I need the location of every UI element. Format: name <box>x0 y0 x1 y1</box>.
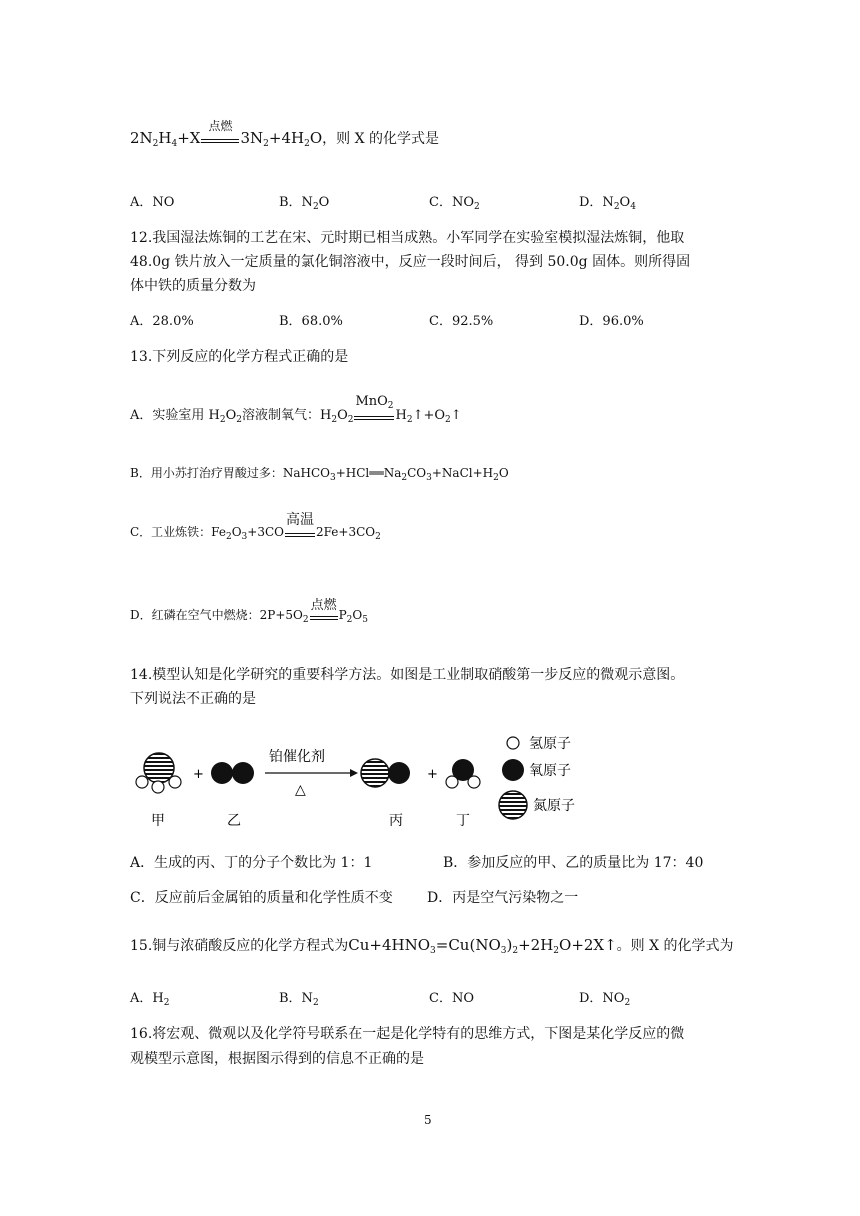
heat-symbol: △ <box>295 782 306 798</box>
q12-line1: 12.我国湿法炼铜的工艺在宋、元时期已相当成熟。小军同学在实验室模拟湿法炼铜，他取 <box>130 230 685 246</box>
q11-option-c[interactable]: C．$NO_2$ <box>429 195 480 212</box>
molecule-jia <box>136 753 181 793</box>
q13-option-a[interactable]: A．实验室用 $H_2O_2$溶液制氧气：$H_2O_2$ MnO$_2$ $H_2↑+O_2↑$ <box>130 393 462 425</box>
condition-arrow: 点燃 <box>201 132 239 146</box>
page-number: 5 <box>424 1113 432 1127</box>
q11-option-d[interactable]: D．$N_2O_4$ <box>579 195 636 212</box>
svg-text:+: + <box>193 767 204 782</box>
q13-option-d[interactable]: D．红磷在空气中燃烧：$2P+5O_2$ 点燃 $P_2O_5$ <box>130 597 368 625</box>
legend-nitrogen: 氮原子 <box>533 798 575 814</box>
legend-hydrogen: 氢原子 <box>529 736 571 752</box>
q15-option-b[interactable]: B．$N_2$ <box>279 991 319 1008</box>
label-bing: 丙 <box>389 813 403 829</box>
molecule-bing <box>361 759 410 787</box>
q11-equation: $2N_2H_4+X$ 点燃 $3N_2+4H_2O$，则 X 的化学式是 <box>130 119 440 149</box>
q12-line3: 体中铁的质量分数为 <box>130 278 256 294</box>
catalyst-label: 铂催化剂 <box>269 749 325 765</box>
q14-line1: 14.模型认知是化学研究的重要科学方法。如图是工业制取硝酸第一步反应的微观示意图。 <box>130 667 685 683</box>
q12-option-c[interactable]: C．92.5% <box>429 314 494 329</box>
q15-option-c[interactable]: C．NO <box>429 991 474 1006</box>
q16-line2: 观模型示意图，根据图示得到的信息不正确的是 <box>130 1051 424 1067</box>
molecule-ding <box>446 759 480 788</box>
q14-option-d[interactable]: D．丙是空气污染物之一 <box>427 890 579 906</box>
svg-text:+: + <box>427 767 438 782</box>
q15-option-a[interactable]: A．$H_2$ <box>130 991 170 1008</box>
q12-line2: 48.0g 铁片放入一定质量的氯化铜溶液中，反应一段时间后， 得到 50.0g 固体。则所得固 <box>130 254 691 270</box>
q14-option-a[interactable]: A．生成的丙、丁的分子个数比为 1：1 <box>130 855 373 871</box>
reaction-diagram <box>125 725 605 835</box>
molecule-yi <box>211 762 254 784</box>
q14-option-c[interactable]: C．反应前后金属铂的质量和化学性质不变 <box>130 890 393 906</box>
legend-oxygen: 氧原子 <box>529 763 571 779</box>
q16-line1: 16.将宏观、微观以及化学符号联系在一起是化学特有的思维方式，下图是某化学反应的微 <box>130 1026 685 1042</box>
q13-option-b[interactable]: B．用小苏打治疗胃酸过多：$NaHCO_3+HCl══Na_2CO_3+NaCl+H_2O$ <box>130 466 509 483</box>
label-yi: 乙 <box>227 813 241 829</box>
q12-option-a[interactable]: A．28.0% <box>130 314 194 329</box>
label-ding: 丁 <box>456 813 470 829</box>
q12-option-b[interactable]: B．68.0% <box>279 314 343 329</box>
q13-stem: 13.下列反应的化学方程式正确的是 <box>130 349 349 365</box>
q13-option-c[interactable]: C．工业炼铁：$Fe_2O_3+3CO$ 高温 $2Fe+3CO_2$ <box>130 511 381 542</box>
q11-option-a[interactable]: A．NO <box>130 195 175 210</box>
q11-option-b[interactable]: B．$N_2O$ <box>279 195 330 212</box>
q14-option-b[interactable]: B．参加反应的甲、乙的质量比为 17：40 <box>443 855 704 871</box>
q12-option-d[interactable]: D．96.0% <box>579 314 644 329</box>
q15-option-d[interactable]: D．$NO_2$ <box>579 991 631 1008</box>
label-jia: 甲 <box>151 813 165 829</box>
q14-line2: 下列说法不正确的是 <box>130 691 256 707</box>
q15-stem: 15.铜与浓硝酸反应的化学方程式为$Cu+4HNO_3=Cu(NO_3)_2+2H_2O+2X↑$。则 X 的化学式为 <box>130 936 734 956</box>
